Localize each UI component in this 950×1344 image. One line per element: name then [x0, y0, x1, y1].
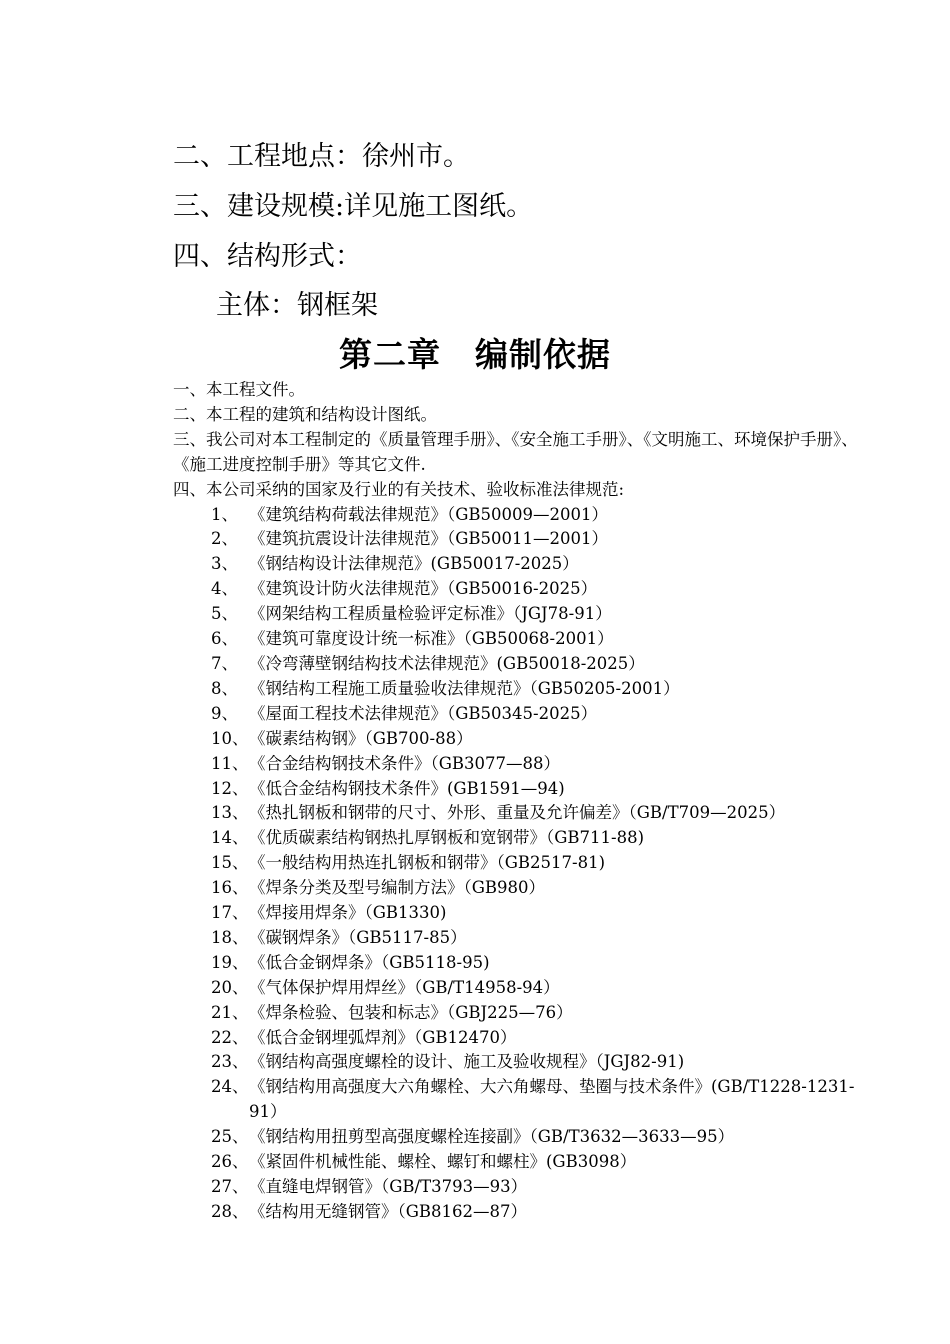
standards-list	[173, 503, 873, 1225]
standard-title: 《紧固件机械性能、螺栓、螺钉和螺柱》(GB3098）	[249, 1152, 637, 1172]
standard-item	[173, 1150, 873, 1175]
standard-title: 《一般结构用热连扎钢板和钢带》（GB2517-81)	[249, 853, 606, 873]
standard-title: 《建筑可靠度设计统一标准》（GB50068-2001）	[249, 629, 614, 649]
standard-title: 《钢结构设计法律规范》(GB50017-2025）	[249, 554, 579, 574]
standard-number: 10、	[211, 728, 249, 748]
standard-title: 《钢结构工程施工质量验收法律规范》（GB50205-2001）	[249, 678, 680, 698]
chapter-heading	[0, 333, 950, 377]
standard-item	[173, 951, 873, 976]
standard-title: 《建筑抗震设计法律规范》（GB50011—2001）	[249, 529, 609, 549]
standard-title: 《结构用无缝钢管》（GB8162—87）	[249, 1201, 528, 1221]
standard-title: 《钢结构高强度螺栓的设计、施工及验收规程》（JGJ82-91)	[249, 1052, 685, 1072]
standard-item	[173, 851, 873, 876]
standard-number: 21、	[211, 1002, 249, 1022]
standard-item	[173, 1200, 873, 1225]
standard-number: 27、	[211, 1177, 249, 1196]
basis-item-company-manuals: 三、我公司对本工程制定的《质量管理手册》、《安全施工手册》、《文明施工、环境保护手册》、《施工进度控制手册》等其它文件.	[173, 429, 858, 474]
standard-number: 23、	[211, 1052, 249, 1072]
standard-number: 6、	[211, 629, 238, 649]
standard-item	[173, 826, 873, 851]
standard-title: 《冷弯薄壁钢结构技术法律规范》(GB50018-2025）	[249, 653, 645, 673]
standard-title: 《焊接用焊条》（GB1330)	[249, 903, 447, 923]
standard-item	[173, 1026, 873, 1051]
standard-item	[173, 777, 873, 802]
standard-item	[173, 1001, 873, 1026]
standard-item	[173, 976, 873, 1001]
standard-item	[173, 1075, 859, 1125]
standard-item	[173, 552, 873, 577]
standard-number: 2、	[211, 529, 238, 549]
standard-number: 5、	[211, 604, 238, 624]
standard-number: 16、	[211, 878, 249, 898]
standard-item	[173, 652, 873, 677]
standard-title: 《钢结构用高强度大六角螺栓、大六角螺母、垫圈与技术条件》(GB/T1228-1231-91）	[249, 1077, 855, 1122]
project-scale: 三、建设规模:详见施工图纸。	[173, 191, 534, 222]
standard-title: 《优质碳素结构钢热扎厚钢板和宽钢带》（GB711-88)	[249, 828, 645, 848]
standard-number: 8、	[211, 678, 238, 698]
standard-number: 26、	[211, 1152, 249, 1172]
standard-number: 14、	[211, 828, 249, 848]
standard-number: 28、	[211, 1201, 249, 1221]
standard-title: 《焊条检验、包装和标志》（GBJ225—76）	[249, 1002, 573, 1022]
standard-title: 《合金结构钢技术条件》（GB3077—88）	[249, 753, 561, 773]
standard-number: 13、	[211, 803, 249, 823]
standard-item	[173, 702, 873, 727]
standard-number: 3、	[211, 554, 238, 574]
standard-item	[173, 503, 873, 528]
standard-item	[173, 1175, 873, 1200]
project-location: 二、工程地点：徐州市。	[173, 141, 470, 172]
standard-number: 17、	[211, 903, 249, 923]
standard-number: 11、	[211, 753, 249, 773]
standard-number: 24、	[211, 1077, 249, 1097]
basis-item-project-docs: 一、本工程文件。	[173, 380, 305, 399]
standard-number: 1、	[211, 504, 238, 524]
standard-title: 《碳钢焊条》（GB5117-85）	[249, 927, 467, 947]
standard-number: 7、	[211, 653, 238, 673]
standard-title: 《建筑设计防火法律规范》（GB50016-2025）	[249, 579, 598, 599]
chapter-number: 第二章	[339, 335, 441, 374]
standard-item	[173, 602, 873, 627]
standard-title: 《碳素结构钢》（GB700-88）	[249, 728, 473, 748]
standard-number: 25、	[211, 1127, 249, 1147]
standard-item	[173, 677, 873, 702]
standard-title: 《低合金钢焊条》（GB5118-95)	[249, 952, 490, 972]
standard-number: 18、	[211, 927, 249, 947]
standard-number: 20、	[211, 977, 249, 997]
project-main-body: 主体：钢框架	[216, 290, 378, 321]
chapter-title: 编制依据	[475, 335, 611, 374]
standard-item	[173, 1050, 873, 1075]
standard-title: 《网架结构工程质量检验评定标准》（JGJ78-91）	[249, 604, 612, 624]
standard-number: 22、	[211, 1027, 249, 1047]
standard-title: 《热扎钢板和钢带的尺寸、外形、重量及允许偏差》（GB/T709—2025）	[249, 803, 786, 823]
project-structure-heading: 四、结构形式：	[173, 241, 362, 272]
standard-number: 4、	[211, 579, 238, 599]
standard-item	[173, 901, 873, 926]
standard-item	[173, 627, 873, 652]
standard-number: 19、	[211, 952, 249, 972]
standard-number: 12、	[211, 778, 249, 798]
standard-title: 《低合金结构钢技术条件》(GB1591—94)	[249, 778, 565, 798]
standard-item	[173, 1125, 873, 1150]
standard-item	[173, 801, 873, 826]
standard-number: 9、	[211, 703, 238, 723]
standard-title: 《建筑结构荷载法律规范》（GB50009—2001）	[249, 504, 609, 524]
standard-item	[173, 752, 873, 777]
standard-title: 《屋面工程技术法律规范》（GB50345-2025）	[249, 703, 598, 723]
standard-title: 《直缝电焊钢管》（GB/T3793—93）	[249, 1177, 528, 1196]
basis-section	[173, 378, 873, 1225]
basis-item-drawings: 二、本工程的建筑和结构设计图纸。	[173, 404, 437, 424]
standard-item	[173, 527, 873, 552]
standard-item	[173, 577, 873, 602]
basis-item-standards-intro: 四、本公司采纳的国家及行业的有关技术、验收标准法律规范:	[173, 479, 625, 499]
standard-title: 《气体保护焊用焊丝》（GB/T14958-94）	[249, 977, 560, 997]
standard-item	[173, 727, 873, 752]
standard-item	[173, 876, 873, 901]
standard-title: 《低合金钢埋弧焊剂》（GB12470）	[249, 1027, 517, 1047]
standard-title: 《钢结构用扭剪型高强度螺栓连接副》（GB/T3632—3633—95）	[249, 1127, 735, 1147]
standard-title: 《焊条分类及型号编制方法》（GB980）	[249, 878, 546, 898]
standard-number: 15、	[211, 853, 249, 873]
standard-item	[173, 926, 873, 951]
